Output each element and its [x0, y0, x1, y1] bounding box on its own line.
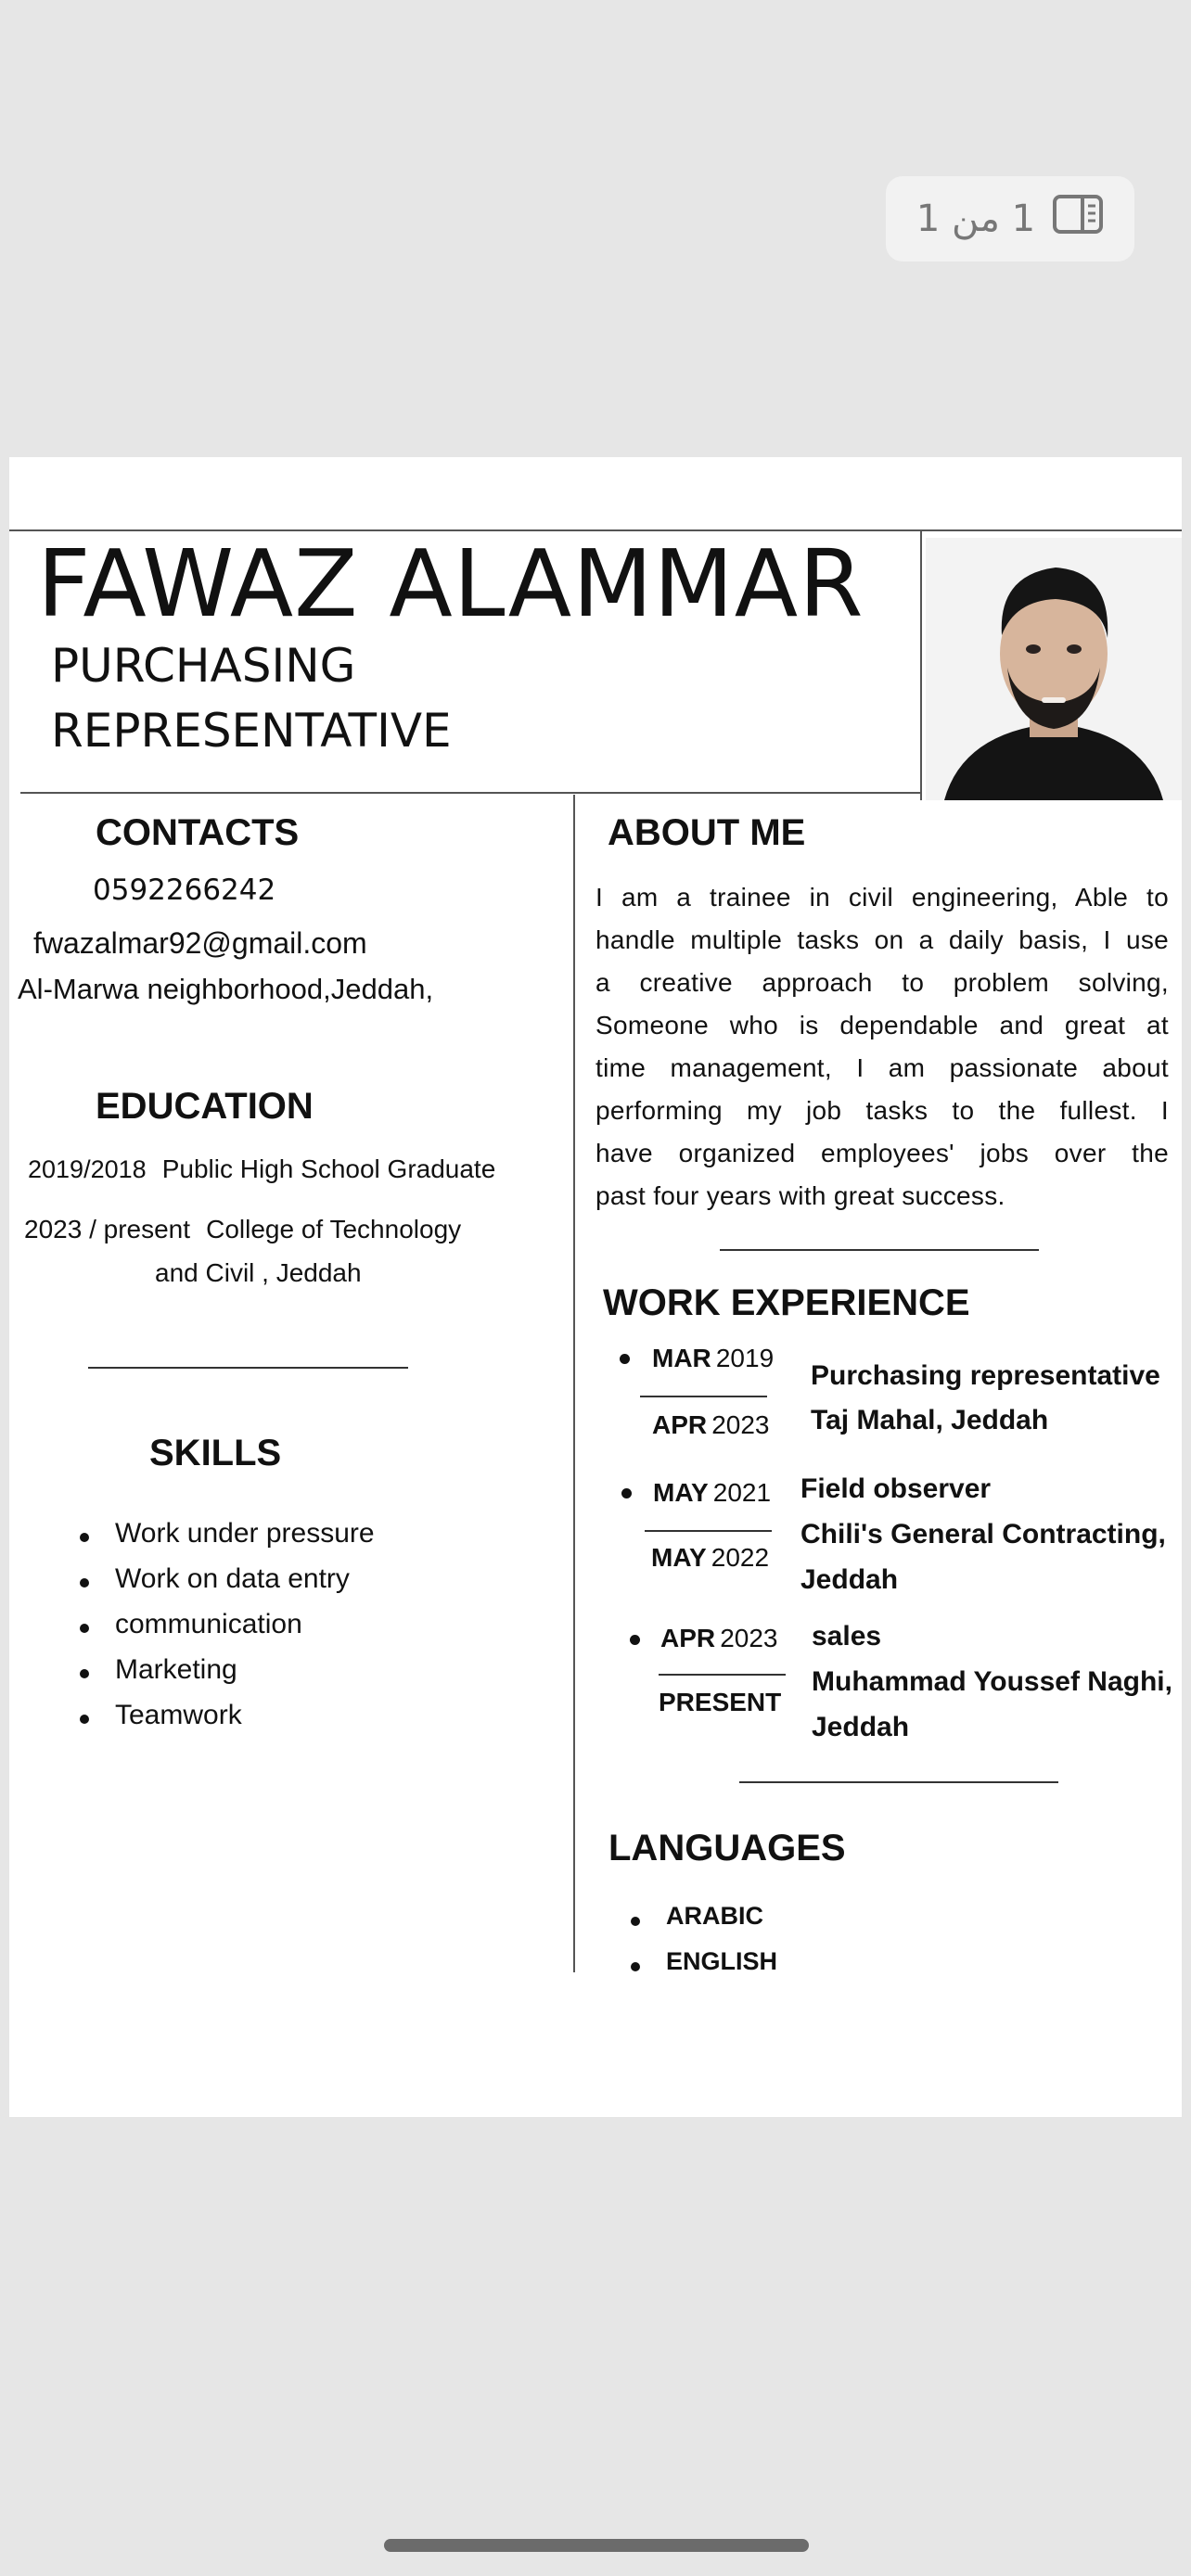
work-from-month: APR [660, 1624, 716, 1652]
work-to-month: MAY [651, 1543, 707, 1572]
work-bullet [620, 1354, 630, 1364]
about-heading: ABOUT ME [608, 812, 806, 853]
language-item: ARABIC [629, 1902, 777, 1947]
education-item [28, 1154, 495, 1184]
language-item: ENGLISH [629, 1947, 777, 1993]
about-line: a creative approach to problem solving, [596, 968, 1169, 997]
skill-item: Work under pressure [78, 1518, 375, 1563]
work-date-from [653, 1478, 771, 1508]
work-bullet [630, 1635, 640, 1645]
resume-title-line2: REPRESENTATIVE [51, 704, 452, 758]
education-detail: College of Technology [206, 1215, 462, 1243]
work-divider [739, 1781, 1058, 1783]
work-to-month: APR [652, 1410, 708, 1439]
work-from-year: 2023 [720, 1624, 778, 1652]
contact-email: fwazalmar92@gmail.com [33, 926, 367, 960]
skills-heading: SKILLS [149, 1433, 282, 1473]
about-line: have organized employees' jobs over the [596, 1139, 1169, 1167]
work-from-month: MAR [652, 1344, 711, 1372]
work-from-month: MAY [653, 1478, 709, 1507]
work-date-from [660, 1624, 778, 1653]
about-line: performing my job tasks to the fullest. I [596, 1096, 1169, 1125]
about-line: handle multiple tasks on a daily basis, I use [596, 925, 1169, 954]
column-divider [573, 795, 575, 1972]
about-line: past four years with great success. [596, 1181, 1005, 1210]
work-heading: WORK EXPERIENCE [603, 1282, 970, 1323]
work-date-to [651, 1543, 769, 1573]
work-to-present: PRESENT [659, 1688, 782, 1716]
work-date-rule [659, 1674, 786, 1676]
about-line: I am a trainee in civil engineering, Able to [596, 883, 1169, 912]
skills-list [78, 1518, 375, 1745]
work-from-year: 2021 [712, 1478, 772, 1507]
languages-heading: LANGUAGES [608, 1828, 846, 1868]
contact-address: Al-Marwa neighborhood,Jeddah, [18, 973, 434, 1005]
education-year: 2023 / present [24, 1215, 191, 1243]
work-to-year: 2023 [711, 1410, 770, 1439]
work-date-to [652, 1410, 770, 1440]
education-year: 2019/2018 [28, 1155, 147, 1183]
work-date-rule [645, 1530, 772, 1532]
page-indicator-text: 1 من 1 [916, 198, 1036, 240]
page-indicator-badge[interactable] [886, 176, 1134, 261]
resume-name: FAWAZ ALAMMAR [37, 529, 864, 638]
about-text [596, 876, 1169, 1218]
education-detail-line2: and Civil , Jeddah [155, 1258, 362, 1287]
skill-item: communication [78, 1609, 375, 1654]
education-item [24, 1215, 461, 1244]
home-indicator[interactable] [384, 2539, 809, 2552]
skill-item: Teamwork [78, 1700, 375, 1745]
contact-phone: 0592266242 [93, 874, 276, 907]
work-date-from [652, 1344, 774, 1373]
photo-left-rule [920, 529, 922, 800]
education-heading: EDUCATION [96, 1086, 314, 1127]
work-bullet [621, 1488, 632, 1498]
work-company-line2: Jeddah [800, 1564, 899, 1595]
work-company: Chili's General Contracting, [800, 1519, 1166, 1549]
languages-list [629, 1902, 777, 1993]
skill-item: Marketing [78, 1654, 375, 1700]
work-to-year: 2022 [711, 1543, 770, 1572]
resume-page [9, 457, 1182, 2117]
work-role: sales [812, 1621, 882, 1651]
about-line: Someone who is dependable and great at [596, 1011, 1169, 1039]
work-from-year: 2019 [715, 1344, 775, 1372]
education-detail: Public High School Graduate [161, 1154, 496, 1183]
skill-item: Work on data entry [78, 1563, 375, 1609]
work-role: Field observer [800, 1473, 992, 1504]
left-divider [88, 1367, 408, 1369]
sidebar-toggle-icon [1052, 194, 1104, 244]
profile-photo [926, 538, 1182, 800]
work-date-rule [640, 1396, 767, 1397]
work-company: Taj Mahal, Jeddah [811, 1405, 1049, 1435]
contacts-heading: CONTACTS [96, 812, 300, 853]
about-divider [720, 1249, 1039, 1251]
resume-title-line1: PURCHASING [51, 639, 356, 693]
about-line: time management, I am passionate about [596, 1053, 1169, 1082]
header-bottom-rule [20, 792, 922, 794]
work-role: Purchasing representative [811, 1360, 1160, 1391]
work-company: Muhammad Youssef Naghi, [812, 1666, 1172, 1697]
work-company-line2: Jeddah [812, 1712, 910, 1742]
